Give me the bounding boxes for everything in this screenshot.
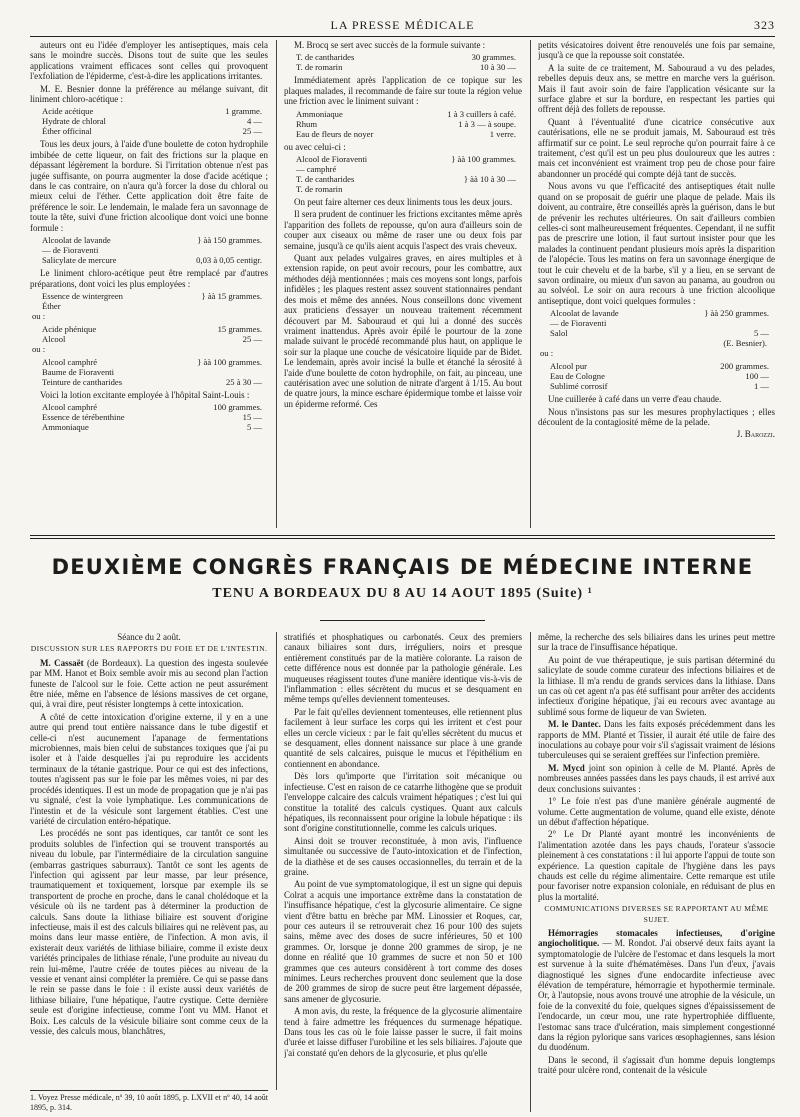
- paragraph: On peut faire alterner ces deux liniments tous les deux jours.: [294, 197, 513, 208]
- paragraph: M. Mycd joint son opinion à celle de M. Planté. Après de nombreuses années passées dans les pays chauds, il est arrivé aux deux conclusions suivantes :: [538, 762, 775, 794]
- paragraph: Les procédés ne sont pas identiques, car tantôt ce sont les produits solubles de l'infection qui se trouvent transportés au niveau du lobule, par l'intermédiaire de la circulation sanguine (embarras gastriques saburraux). Tantôt ce sont les agents de l'infection qui agissent par leur masse, par leur présence, traumatiquement et toxiquement, lorsque par exemple ils se transportent de proche en proche, dans le canal cholédoque et la vésicule où ils ne tardent pas à déterminer la production de calculs. Sans doute la lithiase biliaire est souvent d'origine infectieuse, mais il est des calculs biliaires qui ne relèvent pas, au moins dans leur masse entière, de l'infection. A mon avis, il existerait deux variétés de lithiase biliaire, comme il existe deux variétés principales de lithiase rénale, l'une produite au niveau du rein lui-même, l'autre créée de toutes pièces au niveau de la vessie et venant ainsi compléter la première. Ce qui se passe dans le rein se passe dans le foie : il existe aussi deux variétés de lithiase biliaire, l'une hépatique, l'autre cystique. Cette dernière seule est d'origine infectieuse, comme l'ont vu MM. Hanot et Boix. Les calculs de la vésicule biliaire sont comme ceux de la vessie, des calculs mous, blanchâtres,: [30, 828, 268, 1037]
- column-divider: [276, 40, 277, 528]
- paragraph: Dès lors qu'importe que l'irritation soit mécanique ou infectieuse. C'est en raison de ce catarrhe lithogène que se produit l'enveloppe calcaire des calculs vraiment hépatiques ; c'est lui qui constitue la totalité des calculs cystiques. Quant aux calculs hépatiques, ils reconnaissent pour origine la lobule hépatique : ils sont d'origine constitutionnelle, comme les calculs uriques.: [284, 771, 522, 834]
- paragraph: auteurs ont eu l'idée d'employer les antiseptiques, mais cela sans le moindre succès. Disons tout de suite que les seules applications vraiment efficaces sont celles qui provoquent l'exfoliation de l'épiderme, c'est-à-dire les applications irritantes.: [30, 40, 268, 82]
- paragraph: Dans le second, il s'agissait d'un homme depuis longtemps traité pour ulcère rond, contenait de la vésicule: [538, 1054, 775, 1076]
- paragraph: M. Brocq se sert avec succès de la formule suivante :: [294, 40, 486, 50]
- paragraph: Par le fait qu'elles deviennent tomenteuses, elle retiennent plus facilement à leur surface les corps qui les irritent et c'est pour elles un cercle vicieux : par le fait qu'elles sécrètent du mucus et se desquament, elles donnent naissance sur place à une grande quantité de sels calcaires, puisque le mucus et l'épithélium en contiennent en abondance.: [284, 706, 522, 769]
- formula-salol: Alcoolat de lavande } àà 250 grammes. — de Fioraventi Salol 5 — (E. Besnier). ou :: [540, 308, 769, 359]
- paragraph: M. E. Besnier donne la préférence au mélange suivant, dit liniment chloro-acétique :: [30, 83, 268, 105]
- paragraph: A côté de cette intoxication d'origine externe, il y en a une autre qui prend tout entière naissance dans le tube digestif et celle-ci n'est aucunement l'apanage de fermentations microbiennes, mais bien celui de substances toxiques que j'ai pu isoler et à l'aide desquelles j'ai pu reproduire les accidents terminaux de la tétanie gastrique. Pour ce qui est des infections, toutes n'agissent pas sur le foie par les mêmes voies, ni par des procédés identiques. Il est un mode de propagation que je n'ai pas vu signalé, c'est la voie lymphatique. Les communications de l'intestin et de la vésicule sont largement établies. C'est une variété de circulation entéro-hépatique.: [30, 711, 268, 826]
- paragraph: Hémorragies stomacales infectieuses, d'origine angiocholitique. — M. Rondot. J'ai observé deux faits ayant la symptomatologie de l'ulcère de l'estomac et dans lesquels la mort est survenue à la suite d'hématémèses. Dans l'un d'eux, j'avais diagnostiqué les signes d'une endocardite infectieuse avec élévation de température, hémorragie et hypothermie terminale. Or, à l'autopsie, nous avons trouvé une atrophie de la vésicule, un foie de la convexité du foie, quelques signes d'épaississement de l'endocarde, un cœur mou, une rate hypertrophiée diffluente, l'estomac sans trace d'ulcération, mais simplement congestionné dans la région pylorique sans varices œsophagiennes, sans lésion du duodénum.: [538, 927, 775, 1053]
- paragraph: Tous les deux jours, à l'aide d'une boulette de coton hydrophile imbibée de cette liqueur, on fait des frictions sur la plaque en dépassant légèrement la bordure. Si l'irritation obtenue n'est pas jugée suffisante, on pourra augmenter la dose d'acide acétique ; dans le cas contraire, on n'aura qu'à forcer la dose du chloral ou mieux celui de l'éther. Cette application doit être faite de préférence le soir. Le lendemain, le malade fera un savonnage de toute la tête, suivi d'une friction alcoolique dont voici une bonne formule :: [30, 139, 268, 233]
- formula-brocq: T. de cantharides 30 grammes. T. de romarin 10 à 30 —: [296, 52, 516, 73]
- speaker-name: M. Cassaët: [40, 657, 84, 668]
- article-column-2: [284, 40, 522, 528]
- paragraph: A la suite de ce traitement, M. Sabouraud a vu des pelades, rebelles depuis deux ans, se mettre en marche vers la guérison. Mais il faut avoir soin de faire l'application vésicante sur la surface glabre et sur la bordure, en respectant les parties qui offrent déjà des follets de repousse.: [538, 62, 775, 115]
- congress-column-1: [30, 632, 268, 1090]
- article-column-3: [538, 40, 775, 528]
- pelade-article: [30, 40, 775, 528]
- section-rule: [30, 538, 775, 539]
- paragraph: 2° Le Dr Planté ayant montré les inconvénients de l'alimentation azotée dans les pays chauds, l'orateur s'associe pleinement à ces constatations : il lui apporte l'appui de toute son expérience. La question capitale de l'hygiène dans les pays chauds est celle du régime alimentaire. Cette remarque est utile pour favoriser notre expansion coloniale, en réduisant de plus en plus la mortalité.: [538, 829, 775, 902]
- formula-lotion-saint-louis: Alcool camphré 100 grammes. Essence de térébenthine 15 — Ammoniaque 5 —: [42, 402, 262, 433]
- formula-alcool-camphre: Alcool camphré } àà 100 grammes. Baume de Fioraventi Teinture de cantharides 25 à 30 —: [42, 356, 262, 387]
- paragraph: 1° Le foie n'est pas d'une manière générale augmenté de volume. Cette augmentation de volume, quand elle existe, dénote un début d'affection hépatique.: [538, 796, 775, 827]
- congress-column-2: [284, 632, 522, 1112]
- paragraph: Ainsi doit se trouver reconstituée, à mon avis, l'influence simultanée ou successive de l'auto-intoxication et de l'infection, de la diathèse et de ses causes occasionnelles, du terrain et de la graine.: [284, 835, 522, 877]
- paragraph: A mon avis, du reste, la fréquence de la glycosurie alimentaire tend à faire admettre les fréquences du surmenage hépatique. Dans tous les cas où le foie laisse passer le sucre, il fait moins d'urée et laisse diffuser l'urobiline et les sels biliaires. J'ajoute que j'ai constaté qu'en dehors de la glycosurie, et plus qu'elle: [284, 1006, 522, 1058]
- header-rule: [30, 36, 775, 37]
- discussion-heading: DISCUSSION SUR LES RAPPORTS DU FOIE ET DE L'INTESTIN.: [30, 644, 268, 654]
- paragraph: Au point de vue symptomatologique, il est un signe qui depuis Colrat a acquis une importance extrême dans la constatation de l'insuffisance hépatique, c'est la glycosurie alimentaire. Ce signe vient d'être battu en brèche par MM. Linossier et Roques, car, pour ces auteurs il se retrouverait chez 16 pour 100 des sujets sains, même avec des doses de sucre inférieures, 50 et 100 grammes. Or, lorsque je donne 200 grammes de sirop, je ne donne en réalité que 10 grammes de sucre et non 50 et 100 grammes que ces auteurs considèrent à tort comme des doses minimes. Leurs recherches prouvent donc seulement que la dose de 200 grammes de sirop de sucre peut être largement dépassée, sans amener de glycosurie.: [284, 879, 522, 1004]
- formula-wintergreen: Essence de wintergreen } àà 15 grammes. Éther ou :: [32, 290, 262, 321]
- page-number: 323: [754, 18, 775, 32]
- congress-subtitle: TENU A BORDEAUX DU 8 AU 14 AOUT 1895 (Suite) ¹: [212, 586, 593, 601]
- paragraph: Immédiatement après l'application de ce topique sur les plaques malades, il recommande de faire sur toute la région velue une friction avec le liniment suivant :: [284, 75, 522, 107]
- formula-acide-phenique: Acide phénique 15 grammes. Alcool 25 — ou :: [32, 323, 262, 354]
- formula-friction-alcoolique: Alcoolat de lavande } àà 150 grammes. — de Fioraventi Salicylate de mercure 0,03 à 0,05 centigr.: [42, 235, 262, 266]
- paragraph: Voici la lotion excitante employée à l'hôpital Saint-Louis :: [40, 389, 250, 400]
- paragraph: Il sera prudent de continuer les frictions excitantes même après l'apparition des follets de repousse, qu'on aura d'ailleurs soin de couper aux ciseaux ou même de raser une ou deux fois par semaine, jusqu'à ce qu'ils aient acquis l'aspect des vrais cheveux.: [284, 209, 522, 251]
- paragraph: ou avec celui-ci :: [284, 141, 346, 152]
- paragraph: Le liniment chloro-acétique peut être remplacé par d'autres préparations, dont voici les plus employées :: [30, 268, 268, 289]
- speaker-name: M. le Dantec.: [548, 719, 601, 730]
- paragraph: petits vésicatoires doivent être renouvelés une fois par semaine, jusqu'à ce que la repousse soit constatée.: [538, 40, 775, 61]
- formula-sublime: Alcool pur 200 grammes. Eau de Cologne 100 — Sublimé corrosif 1 —: [550, 361, 769, 392]
- topic-title: Hémorragies stomacales infectieuses, d'origine angiocholitique.: [538, 927, 775, 949]
- formula-fioraventi: Alcool de Fioraventi } àà 100 grammes. — camphré T. de cantharides } àà 10 à 30 — T. de romarin: [296, 154, 516, 195]
- section-rule: [30, 535, 775, 536]
- footnote: 1. Voyez Presse médicale, nº 39, 10 août 1895, p. LXVII et nº 40, 14 août 1895, p. 314.: [30, 1090, 268, 1112]
- paragraph: Quant à l'éventualité d'une cicatrice consécutive aux cautérisations, elle ne se produit jamais, M. Sabouraud est très affirmatif sur ce point. Le seul reproche qu'on pourrait faire à ce traitement, c'est qu'il est un peu plus douloureux que les autres : mais cet inconvénient est vraiment trop peu de chose pour faire abandonner un procédé qui compte déjà tant de succès.: [538, 116, 775, 179]
- speaker-name: M. Mycd: [548, 762, 585, 773]
- journal-title: LA PRESSE MÉDICALE: [330, 18, 475, 32]
- article-column-1: [30, 40, 268, 528]
- formula-chloro-acetique: Acide acétique 1 gramme. Hydrate de chloral 4 — Éther officinal 25 —: [42, 106, 262, 137]
- paragraph: Une cuillerée à café dans un verre d'eau chaude.: [548, 394, 722, 405]
- column-divider: [530, 632, 531, 1112]
- congress-report: [30, 632, 775, 1112]
- title-underline: [320, 620, 485, 621]
- column-divider: [530, 40, 531, 528]
- paragraph: Quant aux pelades vulgaires graves, en aires multiples et à extension rapide, on peut avoir recours, pour les combattre, aux méthodes déjà mentionnées ; mais ces moyens sont longs, parfois infidèles ; les plaques restent assez souvent stationnaires pendant des mois et même des années. Nous conseillons donc vivement aux praticiens d'essayer un nouveau traitement récemment découvert par M. Sabouraud et qui lui a donné des succès vraiment inattendus. Après avoir épilé le pourtour de la zone malade suivant le procédé recommandé plus haut, on applique le soir sur la plaque une couche de vésicatoire liquide par de Bidet. Le lendemain, après avoir incisé la bulle et étanché la sérosité à l'aide d'une boulette de coton hydrophile, on fait, au pinceau, une cautérisation avec une solution de nitrate d'argent à 1/15. Au bout de quatre jours, la mince eschare épidermique tombe et laisse voir un épiderme reformé. Ces: [284, 253, 522, 409]
- column-divider: [276, 632, 277, 1090]
- congress-title: DEUXIÈME CONGRÈS FRANÇAIS DE MÉDECINE INTERNE: [51, 555, 754, 579]
- paragraph: Nous n'insistons pas sur les mesures prophylactiques ; elles découlent de la contagiosité même de la pelade.: [538, 406, 775, 427]
- session-heading: Séance du 2 août.: [117, 632, 181, 642]
- communications-heading: COMMUNICATIONS DIVERSES SE RAPPORTANT AU MÊME SUJET.: [544, 904, 769, 924]
- paragraph: M. Cassaët (de Bordeaux). La question des ingesta soulevée par MM. Hanot et Boix semble avoir mis au second plan l'action funeste de l'alcool sur le foie. Cette action ne peut assurément être niée, même en l'absence de lésions massives de cet organe, qui, à vrai dire, peut résister longtemps à cette intoxication.: [30, 657, 268, 710]
- paragraph: même, la recherche des sels biliaires dans les urines peut mettre sur la trace de l'insuffisance hépatique.: [538, 632, 775, 653]
- running-header: [30, 18, 775, 34]
- formula-liniment-ammoniaque: Ammoniaque 1 à 3 cuillers à café. Rhum 1 à 3 — à soupe. Eau de fleurs de noyer 1 verre.: [296, 108, 516, 139]
- paragraph: Au point de vue thérapeutique, je suis partisan déterminé du salicylate de soude comme curateur des infections biliaires et de la lithiase. Il m'a rendu de grands services dans la lithiase. Dans un cas où cet agent n'a pas été suffisant pour arrêter des accidents infectieux d'origine hépatique, j'ai eu recours avec avantage au sublimé sous forme de liqueur de van Swieten.: [538, 654, 775, 717]
- congress-column-3: [538, 632, 775, 1112]
- speaker-name: — M. Rondot.: [602, 938, 657, 949]
- paragraph: M. le Dantec. Dans les faits exposés précédemment dans les rapports de MM. Planté et Tissier, il aurait été utile de faire des inoculations au cobaye pour voir s'il s'agissait vraiment de lésions tuberculeuses qui se seraient greffées sur l'infection première.: [538, 719, 775, 761]
- paragraph: Nous avons vu que l'efficacité des antiseptiques était nulle quand on se proposait de guérir une plaque de pelade. Mais ils doivent, au contraire, être conseillés après la guérison, dans le but de prévenir les rechutes ultérieures. On sait d'ailleurs combien celles-ci sont malheureusement fréquentes. Cependant, il ne suffit pas de prescrire une lotion, il faut surtout insister pour que les malades la continuent pendant plusieurs mois après la disparition de l'alopécie. Tous les matins on fera un savonnage énergique de tout le cuir chevelu et de la barbe, s'il y a lieu, en se servant de savon ordinaire, ou mieux d'un savon au panama, au goudron ou au solvéol. Le soir on aura recours à une friction alcoolique antiseptique, dont voici quelques formules :: [538, 181, 775, 306]
- paragraph: stratifiés et phosphatiques ou carbonatés. Ceux des premiers canaux biliaires sont durs, irréguliers, noirs et presque entièrement constitués par de la matière colorante. La raison de cette différence nous est donnée par la pathologie générale. Les muqueuses réagissent toutes d'une manière identique vis-à-vis de l'inflammation : elles sécrètent du mucus et se desquament en même temps qu'elles deviennent tomenteuses.: [284, 632, 522, 705]
- author-signature: J. Barozzi.: [736, 429, 775, 440]
